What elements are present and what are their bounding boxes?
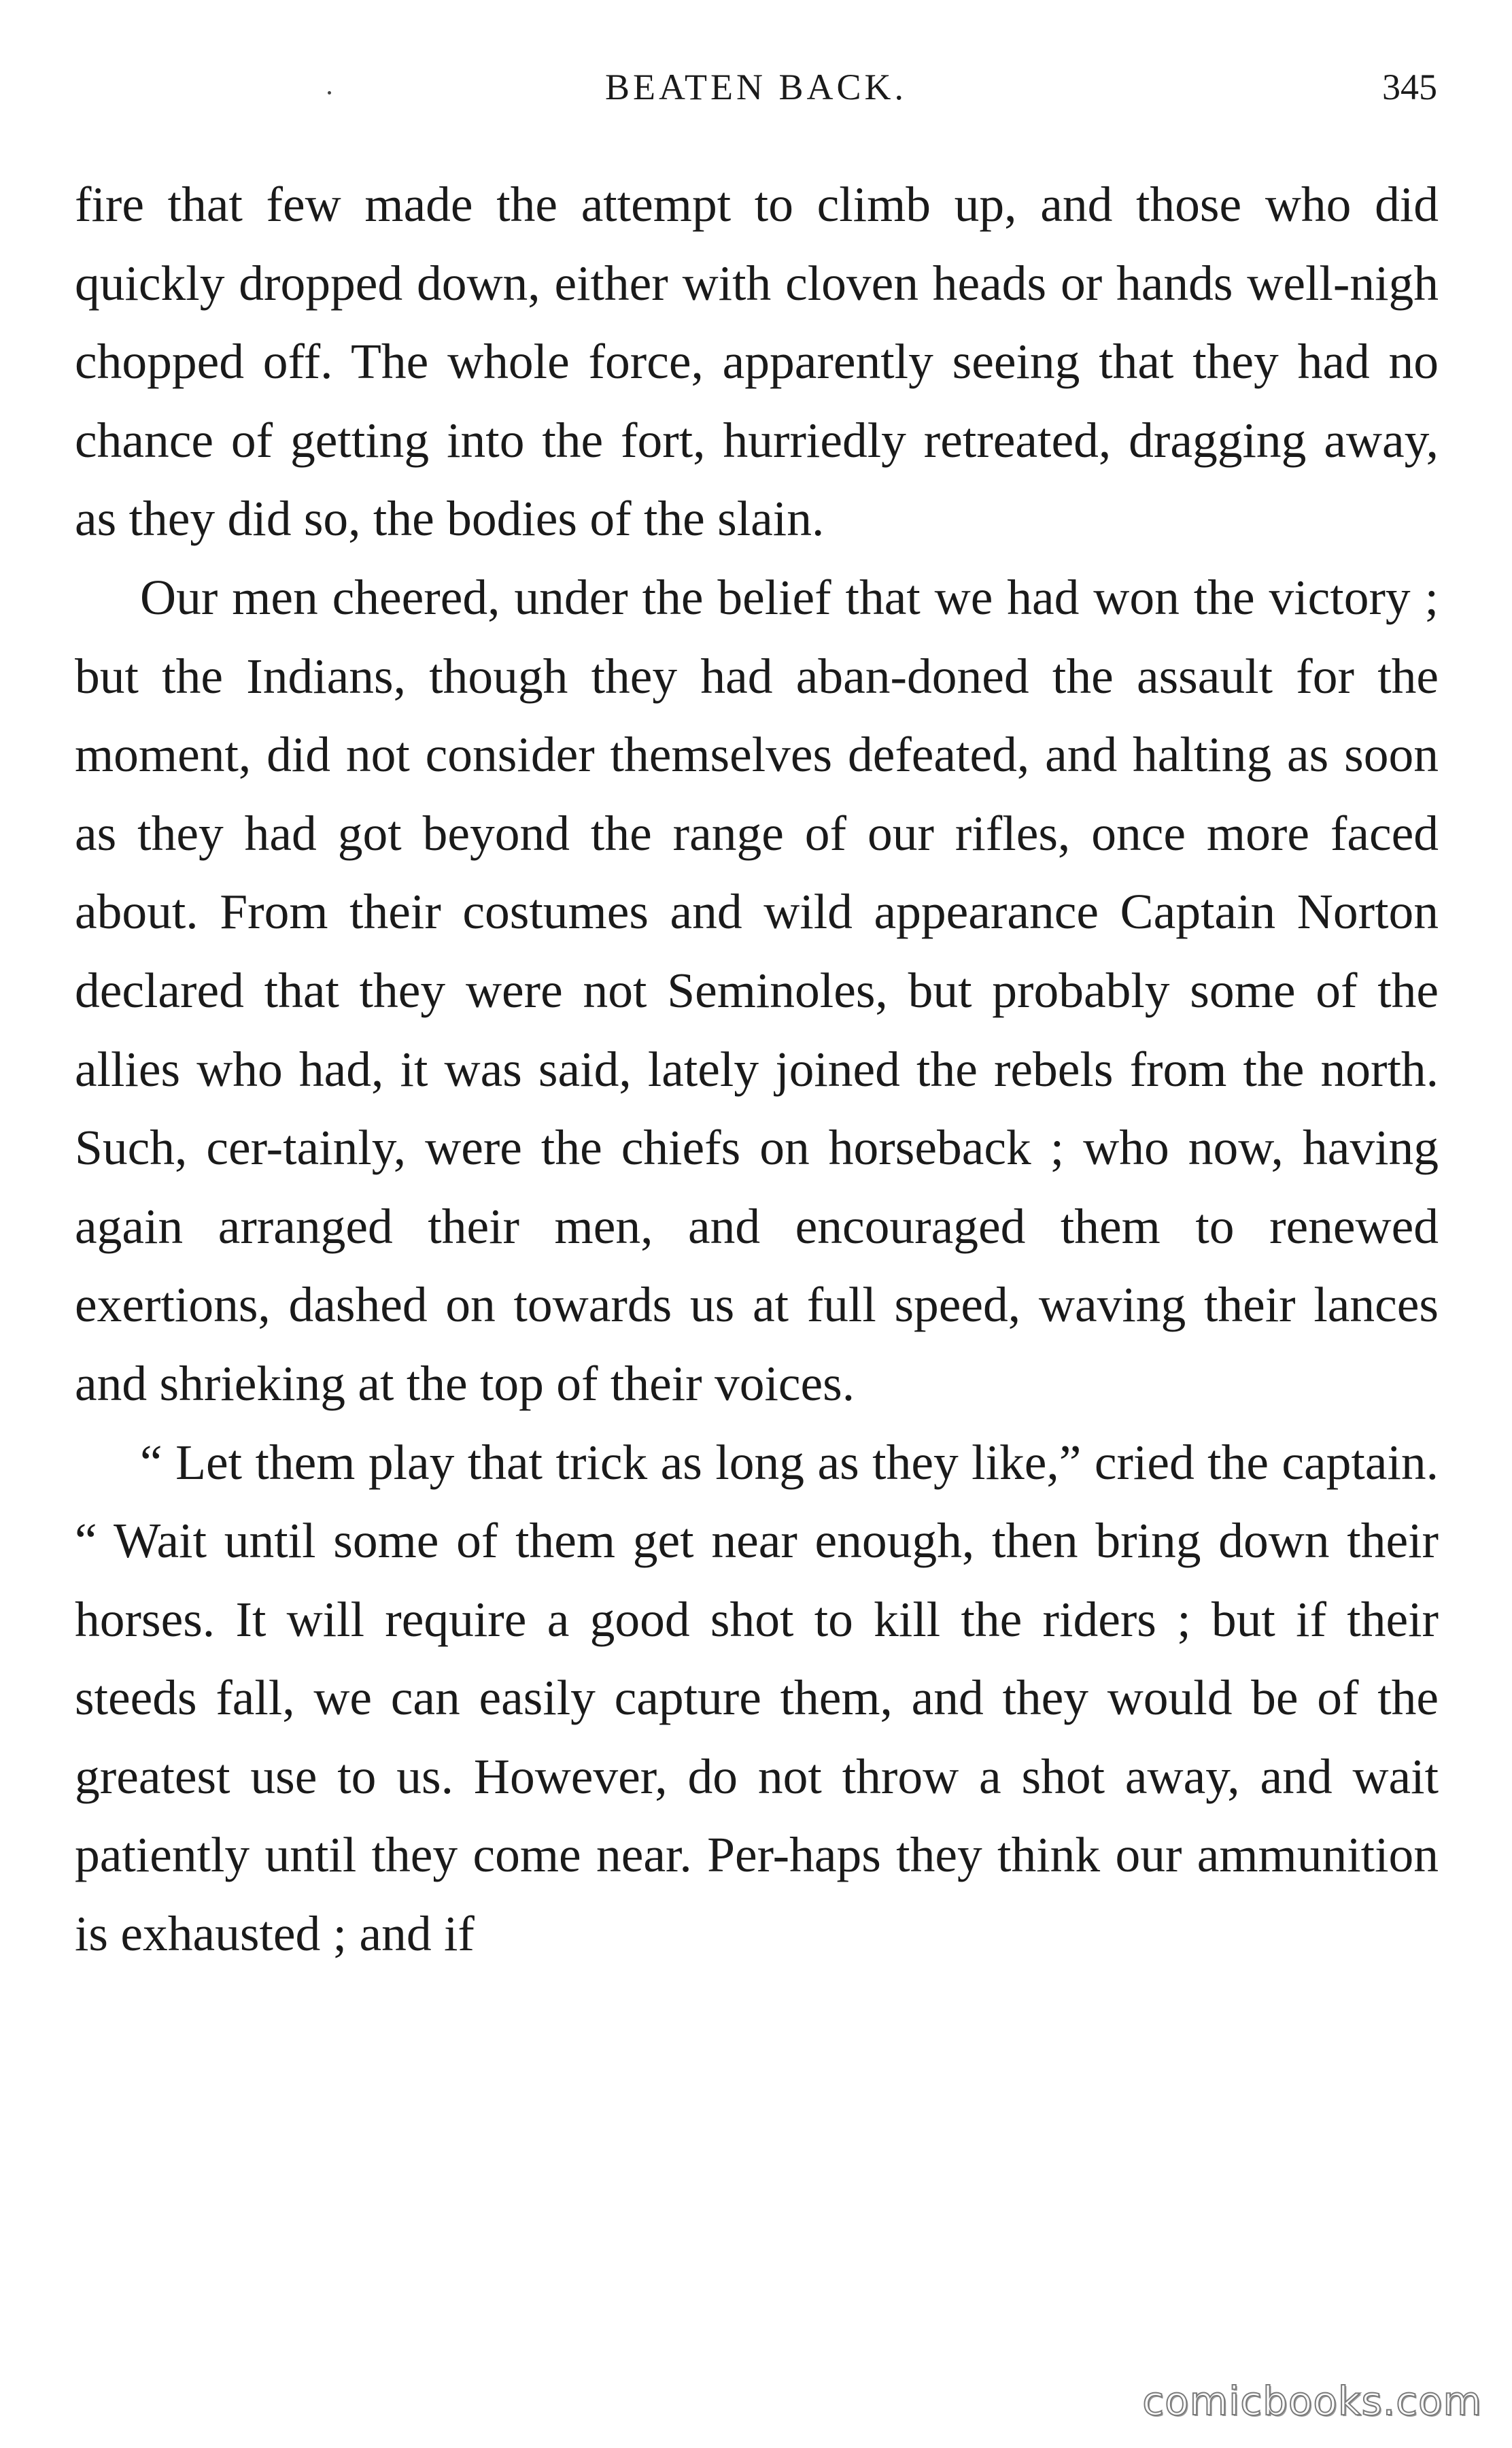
running-title: BEATEN BACK. bbox=[604, 67, 907, 107]
watermark-logo: comicbooks.com bbox=[1142, 2378, 1482, 2424]
paragraph: Our men cheered, under the belief that we had won the victory ; but the Indians, though they had aban-doned the assault for the moment, did not consider themselves defeated, and halting as soon as they had got beyond the range of our rifles, once more faced about. From their costumes and wild appearance Captain Norton declared that they were not Seminoles, but probably some of the allies who had, it was said, lately joined the rebels from the north. Such, cer-tainly, were the chiefs on horseback ; who now, having again arranged their men, and encouraged them to renewed exertions, dashed on towards us at full speed, waving their lances and shrieking at the top of their voices. bbox=[75, 569, 1439, 1411]
body-text bbox=[75, 165, 1439, 1973]
paragraph: “ Let them play that trick as long as they like,” cried the captain. “ Wait until some of them get near enough, then bring down their horses. It will require a good shot to kill the riders ; but if their steeds fall, we can easily capture them, and they would be of the greatest use to us. However, do not throw a shot away, and wait patiently until they come near. Per-haps they think our ammunition is exhausted ; and if bbox=[75, 1434, 1439, 1962]
paragraph-continued: fire that few made the attempt to climb up, and those who did quickly dropped down, either with cloven heads or hands well-nigh chopped off. The whole force, apparently seeing that they had no chance of getting into the fort, hurriedly retreated, dragging away, as they did so, the bodies of the slain. bbox=[75, 177, 1439, 547]
page-number: 345 bbox=[1382, 67, 1437, 107]
page-header bbox=[0, 60, 1512, 114]
